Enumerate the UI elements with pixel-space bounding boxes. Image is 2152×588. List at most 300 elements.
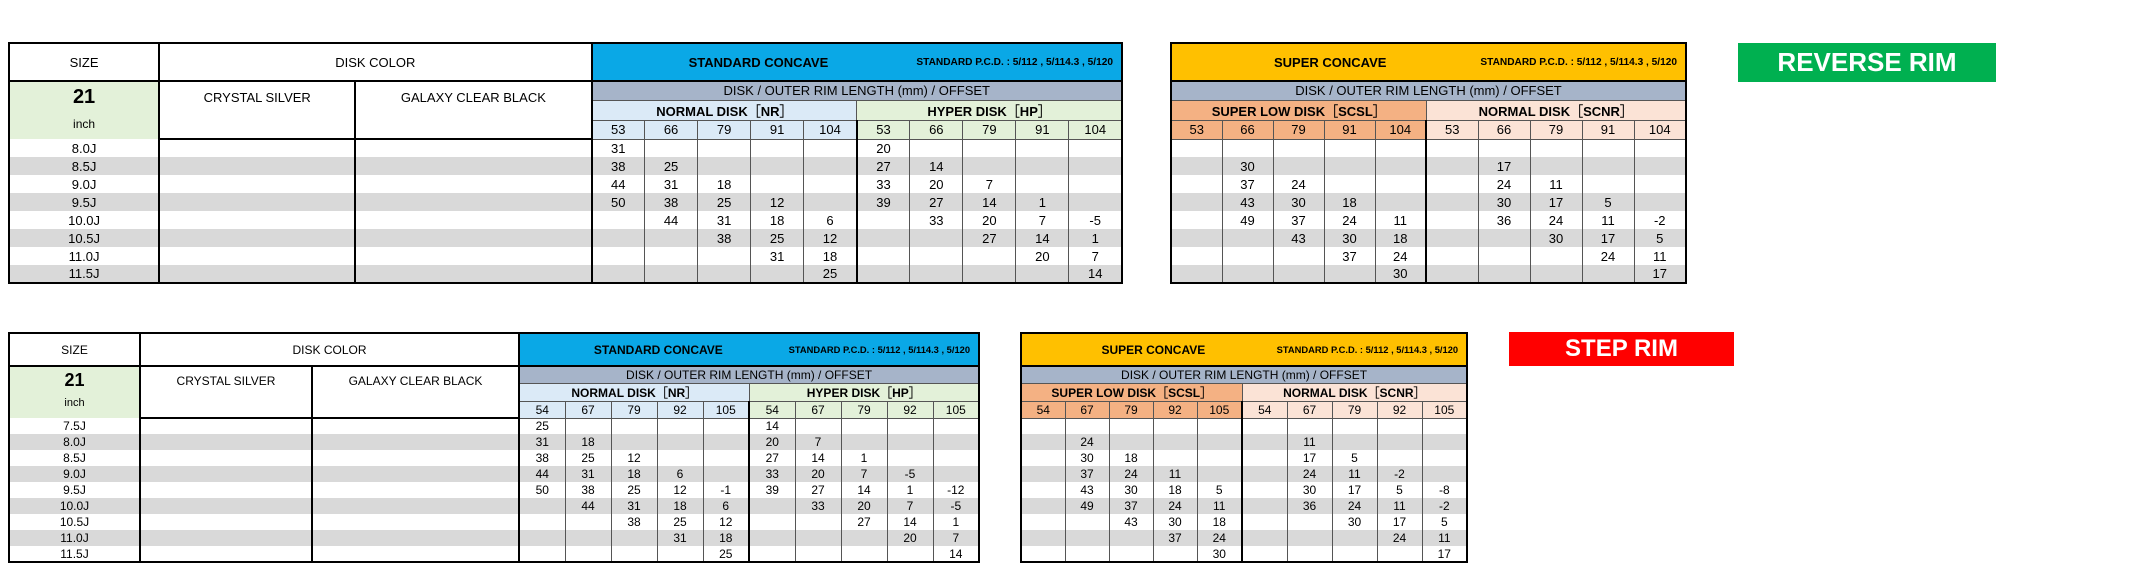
scnr-offset-cell: 24 bbox=[1582, 247, 1634, 265]
scnr-offset-cell: 36 bbox=[1478, 211, 1530, 229]
hp-offset-cell bbox=[857, 229, 910, 247]
table-row bbox=[9, 157, 1122, 175]
scnr-offset-cell: -2 bbox=[1422, 498, 1467, 514]
nr-offset-cell bbox=[698, 247, 751, 265]
nr-offset-cell: 12 bbox=[703, 514, 749, 530]
standard-concave-header bbox=[519, 333, 979, 366]
rim-size-cell: 9.5J bbox=[9, 482, 140, 498]
scsl-offset-cell: 43 bbox=[1222, 193, 1273, 211]
hp-offset-cell bbox=[795, 546, 841, 562]
scsl-offset-cell: 30 bbox=[1273, 193, 1324, 211]
scsl-offset-cell bbox=[1021, 434, 1065, 450]
scsl-offset-cell: 37 bbox=[1065, 466, 1109, 482]
galaxy-clear-black-cell bbox=[355, 175, 591, 193]
table-row bbox=[9, 229, 1122, 247]
nr-offset-cell: 25 bbox=[698, 193, 751, 211]
rim-size-cell: 10.5J bbox=[9, 514, 140, 530]
nr-offset-cell bbox=[645, 265, 698, 283]
galaxy-clear-black-cell bbox=[355, 139, 591, 157]
crystal-silver-cell bbox=[159, 265, 355, 283]
scnr-offset-cell: -8 bbox=[1422, 482, 1467, 498]
nr-offset-cell: 50 bbox=[519, 482, 565, 498]
step-standard-table bbox=[8, 332, 980, 563]
nr-offset-cell bbox=[645, 139, 698, 157]
scsl-offset-cell bbox=[1153, 434, 1197, 450]
scnr-offset-cell bbox=[1377, 434, 1422, 450]
scnr-offset-cell bbox=[1242, 482, 1287, 498]
nr-offset-cell bbox=[751, 175, 804, 193]
length-header-cell: 79 bbox=[963, 120, 1016, 139]
hp-offset-cell: 14 bbox=[1069, 265, 1122, 283]
nr-offset-cell: 12 bbox=[751, 193, 804, 211]
nr-offset-cell: 25 bbox=[804, 265, 857, 283]
hp-offset-cell bbox=[795, 530, 841, 546]
scsl-offset-cell bbox=[1197, 418, 1242, 434]
size-value: 21 bbox=[64, 370, 85, 390]
scnr-offset-cell bbox=[1422, 434, 1467, 450]
scsl-offset-cell: 30 bbox=[1324, 229, 1375, 247]
hyper-disk-hp-label: HYPER DISK［HP］ bbox=[857, 100, 1122, 120]
scsl-offset-cell: 18 bbox=[1197, 514, 1242, 530]
nr-offset-cell: 25 bbox=[657, 514, 703, 530]
hp-offset-cell bbox=[887, 418, 933, 434]
nr-offset-cell bbox=[565, 546, 611, 562]
galaxy-clear-black-cell bbox=[312, 418, 519, 434]
galaxy-clear-black-cell bbox=[355, 229, 591, 247]
length-header-cell: 67 bbox=[1287, 401, 1332, 418]
scsl-offset-cell: 30 bbox=[1153, 514, 1197, 530]
hp-offset-cell: -5 bbox=[887, 466, 933, 482]
hp-offset-cell bbox=[841, 530, 887, 546]
table-row bbox=[1171, 157, 1686, 175]
galaxy-clear-black-cell bbox=[355, 247, 591, 265]
length-header-cell: 104 bbox=[804, 120, 857, 139]
scsl-offset-cell bbox=[1153, 546, 1197, 562]
table-row bbox=[9, 434, 979, 450]
normal-disk-nr-label: NORMAL DISK［NR］ bbox=[519, 383, 749, 401]
scsl-offset-cell bbox=[1021, 498, 1065, 514]
nr-offset-cell: 6 bbox=[804, 211, 857, 229]
galaxy-clear-black-cell bbox=[312, 530, 519, 546]
hp-offset-cell: 14 bbox=[749, 418, 795, 434]
hp-offset-cell: 20 bbox=[963, 211, 1016, 229]
scsl-offset-cell: 24 bbox=[1197, 530, 1242, 546]
length-header-cell: 92 bbox=[1153, 401, 1197, 418]
scnr-offset-cell: 30 bbox=[1530, 229, 1582, 247]
table-row bbox=[9, 211, 1122, 229]
scsl-offset-cell: 37 bbox=[1153, 530, 1197, 546]
hp-offset-cell: 7 bbox=[841, 466, 887, 482]
hp-offset-cell: 39 bbox=[857, 193, 910, 211]
reverse-rim-banner: REVERSE RIM bbox=[1738, 43, 1996, 82]
scnr-offset-cell bbox=[1332, 530, 1377, 546]
nr-offset-cell bbox=[804, 175, 857, 193]
hp-offset-cell: -5 bbox=[1069, 211, 1122, 229]
scnr-offset-cell: 5 bbox=[1422, 514, 1467, 530]
scnr-offset-cell bbox=[1634, 175, 1686, 193]
nr-offset-cell: 18 bbox=[698, 175, 751, 193]
scsl-offset-cell bbox=[1021, 482, 1065, 498]
scnr-offset-cell: 17 bbox=[1422, 546, 1467, 562]
nr-offset-cell: 25 bbox=[565, 450, 611, 466]
scsl-offset-cell bbox=[1065, 530, 1109, 546]
length-header-cell: 79 bbox=[698, 120, 751, 139]
crystal-silver-cell bbox=[159, 157, 355, 175]
scsl-offset-cell: 37 bbox=[1324, 247, 1375, 265]
table-row bbox=[9, 450, 979, 466]
table-row bbox=[9, 139, 1122, 157]
galaxy-clear-black-cell bbox=[355, 193, 591, 211]
table-row bbox=[1171, 175, 1686, 193]
table-row bbox=[1171, 193, 1686, 211]
length-header-cell: 92 bbox=[1377, 401, 1422, 418]
scsl-offset-cell bbox=[1109, 418, 1153, 434]
nr-offset-cell: 31 bbox=[611, 498, 657, 514]
length-header-cell: 104 bbox=[1634, 120, 1686, 139]
scnr-offset-cell bbox=[1242, 418, 1287, 434]
scnr-offset-cell: -2 bbox=[1634, 211, 1686, 229]
scnr-offset-cell: 24 bbox=[1332, 498, 1377, 514]
nr-offset-cell bbox=[519, 514, 565, 530]
scsl-offset-cell: 18 bbox=[1109, 450, 1153, 466]
rim-size-cell: 10.0J bbox=[9, 211, 159, 229]
nr-offset-cell bbox=[565, 514, 611, 530]
hp-offset-cell bbox=[1016, 175, 1069, 193]
rim-size-cell: 8.5J bbox=[9, 450, 140, 466]
scnr-offset-cell bbox=[1530, 157, 1582, 175]
nr-offset-cell: 12 bbox=[804, 229, 857, 247]
scsl-offset-cell: 49 bbox=[1222, 211, 1273, 229]
scsl-offset-cell bbox=[1109, 530, 1153, 546]
scnr-offset-cell bbox=[1422, 418, 1467, 434]
scsl-offset-cell: 5 bbox=[1197, 482, 1242, 498]
hp-offset-cell bbox=[910, 229, 963, 247]
length-header-cell: 53 bbox=[1171, 120, 1222, 139]
scnr-offset-cell bbox=[1332, 418, 1377, 434]
hp-offset-cell bbox=[749, 530, 795, 546]
scsl-offset-cell bbox=[1171, 139, 1222, 157]
nr-offset-cell: 38 bbox=[698, 229, 751, 247]
crystal-silver-cell bbox=[159, 139, 355, 157]
scsl-offset-cell bbox=[1273, 139, 1324, 157]
nr-offset-cell bbox=[519, 546, 565, 562]
rim-size-cell: 10.0J bbox=[9, 498, 140, 514]
length-header-cell: 67 bbox=[565, 401, 611, 418]
hp-offset-cell: 33 bbox=[795, 498, 841, 514]
nr-offset-cell: 31 bbox=[645, 175, 698, 193]
scnr-offset-cell: 36 bbox=[1287, 498, 1332, 514]
rim-size-cell: 8.0J bbox=[9, 434, 140, 450]
galaxy-clear-black-cell bbox=[312, 450, 519, 466]
hp-offset-cell bbox=[887, 450, 933, 466]
scnr-offset-cell bbox=[1377, 418, 1422, 434]
scnr-offset-cell: 5 bbox=[1582, 193, 1634, 211]
scnr-offset-cell: 17 bbox=[1478, 157, 1530, 175]
length-offset-label: DISK / OUTER RIM LENGTH (mm) / OFFSET bbox=[1021, 366, 1467, 383]
scsl-offset-cell: 24 bbox=[1153, 498, 1197, 514]
table-row bbox=[9, 482, 979, 498]
length-header-cell: 91 bbox=[751, 120, 804, 139]
rim-size-cell: 11.0J bbox=[9, 247, 159, 265]
nr-offset-cell: 44 bbox=[519, 466, 565, 482]
scnr-offset-cell: 30 bbox=[1478, 193, 1530, 211]
length-header-cell: 105 bbox=[933, 401, 979, 418]
length-offset-label: DISK / OUTER RIM LENGTH (mm) / OFFSET bbox=[592, 81, 1123, 100]
hp-offset-cell bbox=[933, 466, 979, 482]
table-row bbox=[1021, 466, 1467, 482]
nr-offset-cell: 18 bbox=[751, 211, 804, 229]
scsl-offset-cell bbox=[1021, 514, 1065, 530]
nr-offset-cell: 12 bbox=[611, 450, 657, 466]
scsl-offset-cell: 24 bbox=[1375, 247, 1426, 265]
scsl-offset-cell bbox=[1197, 450, 1242, 466]
normal-disk-scnr-label: NORMAL DISK［SCNR］ bbox=[1242, 383, 1467, 401]
length-header-cell: 92 bbox=[887, 401, 933, 418]
hp-offset-cell bbox=[933, 434, 979, 450]
table-row bbox=[1171, 265, 1686, 283]
nr-offset-cell: 38 bbox=[519, 450, 565, 466]
scnr-offset-cell: 17 bbox=[1332, 482, 1377, 498]
scsl-offset-cell bbox=[1021, 466, 1065, 482]
nr-offset-cell: 44 bbox=[565, 498, 611, 514]
galaxy-clear-black-cell bbox=[312, 482, 519, 498]
nr-offset-cell: 44 bbox=[592, 175, 645, 193]
normal-disk-nr-label: NORMAL DISK［NR］ bbox=[592, 100, 857, 120]
size-unit: inch bbox=[73, 117, 96, 131]
scnr-offset-cell bbox=[1582, 139, 1634, 157]
scsl-offset-cell bbox=[1222, 139, 1273, 157]
rim-size-cell: 8.0J bbox=[9, 139, 159, 157]
step-super-table bbox=[1020, 332, 1468, 563]
table-row bbox=[9, 530, 979, 546]
nr-offset-cell bbox=[657, 450, 703, 466]
hp-offset-cell bbox=[857, 265, 910, 283]
nr-offset-cell: 38 bbox=[592, 157, 645, 175]
table-row bbox=[1171, 247, 1686, 265]
super-pcd: STANDARD P.C.D. : 5/112 , 5/114.3 , 5/120 bbox=[1480, 56, 1678, 68]
crystal-silver-cell bbox=[159, 229, 355, 247]
scsl-offset-cell bbox=[1153, 450, 1197, 466]
scsl-offset-cell: 24 bbox=[1065, 434, 1109, 450]
hp-offset-cell bbox=[910, 139, 963, 157]
scsl-offset-cell bbox=[1171, 229, 1222, 247]
nr-offset-cell bbox=[565, 530, 611, 546]
scnr-offset-cell bbox=[1287, 530, 1332, 546]
table-row bbox=[1171, 139, 1686, 157]
length-header-cell: 104 bbox=[1375, 120, 1426, 139]
size-value-cell bbox=[9, 366, 140, 418]
nr-offset-cell: 6 bbox=[657, 466, 703, 482]
scnr-offset-cell bbox=[1530, 139, 1582, 157]
rim-size-cell: 9.0J bbox=[9, 175, 159, 193]
hp-offset-cell: -5 bbox=[933, 498, 979, 514]
hp-offset-cell bbox=[910, 247, 963, 265]
scnr-offset-cell bbox=[1287, 418, 1332, 434]
scnr-offset-cell: 17 bbox=[1287, 450, 1332, 466]
rim-size-cell: 7.5J bbox=[9, 418, 140, 434]
super-concave-title: SUPER CONCAVE bbox=[1273, 54, 1387, 70]
nr-offset-cell: 38 bbox=[611, 514, 657, 530]
nr-offset-cell bbox=[592, 211, 645, 229]
crystal-silver-cell bbox=[140, 450, 312, 466]
scnr-offset-cell: 17 bbox=[1634, 265, 1686, 283]
scsl-offset-cell bbox=[1324, 139, 1375, 157]
crystal-silver-cell bbox=[140, 546, 312, 562]
nr-offset-cell bbox=[703, 418, 749, 434]
scsl-offset-cell: 30 bbox=[1065, 450, 1109, 466]
rim-size-cell: 10.5J bbox=[9, 229, 159, 247]
crystal-silver-cell bbox=[140, 530, 312, 546]
nr-offset-cell: 31 bbox=[519, 434, 565, 450]
size-header: SIZE bbox=[9, 333, 140, 366]
scsl-offset-cell bbox=[1021, 450, 1065, 466]
scsl-offset-cell bbox=[1171, 193, 1222, 211]
scsl-offset-cell: 30 bbox=[1197, 546, 1242, 562]
color-galaxy-clear-black: GALAXY CLEAR BLACK bbox=[355, 81, 591, 139]
nr-offset-cell: 38 bbox=[565, 482, 611, 498]
scsl-offset-cell bbox=[1021, 418, 1065, 434]
scnr-offset-cell: 30 bbox=[1287, 482, 1332, 498]
scnr-offset-cell bbox=[1530, 247, 1582, 265]
nr-offset-cell bbox=[611, 546, 657, 562]
nr-offset-cell: 25 bbox=[703, 546, 749, 562]
table-row bbox=[1021, 514, 1467, 530]
reverse-standard-table bbox=[8, 42, 1123, 284]
scsl-offset-cell: 18 bbox=[1375, 229, 1426, 247]
scsl-offset-cell bbox=[1222, 265, 1273, 283]
scsl-offset-cell bbox=[1171, 211, 1222, 229]
hp-offset-cell bbox=[1069, 157, 1122, 175]
scsl-offset-cell bbox=[1324, 175, 1375, 193]
scsl-offset-cell: 43 bbox=[1065, 482, 1109, 498]
nr-offset-cell: 31 bbox=[698, 211, 751, 229]
scnr-offset-cell bbox=[1478, 139, 1530, 157]
scnr-offset-cell bbox=[1426, 175, 1478, 193]
hp-offset-cell: -12 bbox=[933, 482, 979, 498]
hp-offset-cell bbox=[933, 418, 979, 434]
nr-offset-cell bbox=[611, 530, 657, 546]
hp-offset-cell: 20 bbox=[887, 530, 933, 546]
scsl-offset-cell bbox=[1273, 265, 1324, 283]
galaxy-clear-black-cell bbox=[312, 498, 519, 514]
scnr-offset-cell bbox=[1332, 434, 1377, 450]
length-header-cell: 91 bbox=[1324, 120, 1375, 139]
table-row bbox=[1171, 211, 1686, 229]
nr-offset-cell bbox=[804, 157, 857, 175]
scsl-offset-cell bbox=[1109, 546, 1153, 562]
nr-offset-cell bbox=[657, 434, 703, 450]
hp-offset-cell: 39 bbox=[749, 482, 795, 498]
step-rim-banner: STEP RIM bbox=[1509, 332, 1734, 366]
length-header-cell: 79 bbox=[1109, 401, 1153, 418]
nr-offset-cell: 38 bbox=[645, 193, 698, 211]
length-header-cell: 66 bbox=[645, 120, 698, 139]
hp-offset-cell bbox=[963, 265, 1016, 283]
nr-offset-cell bbox=[611, 434, 657, 450]
nr-offset-cell: 18 bbox=[565, 434, 611, 450]
scsl-offset-cell bbox=[1021, 530, 1065, 546]
nr-offset-cell: 18 bbox=[804, 247, 857, 265]
nr-offset-cell bbox=[611, 418, 657, 434]
scsl-offset-cell bbox=[1375, 139, 1426, 157]
rim-size-cell: 8.5J bbox=[9, 157, 159, 175]
scsl-offset-cell: 18 bbox=[1324, 193, 1375, 211]
crystal-silver-cell bbox=[140, 482, 312, 498]
nr-offset-cell bbox=[592, 229, 645, 247]
nr-offset-cell bbox=[804, 139, 857, 157]
hp-offset-cell bbox=[795, 514, 841, 530]
hp-offset-cell: 14 bbox=[795, 450, 841, 466]
nr-offset-cell bbox=[751, 139, 804, 157]
nr-offset-cell bbox=[698, 265, 751, 283]
color-crystal-silver: CRYSTAL SILVER bbox=[159, 81, 355, 139]
rim-size-cell: 11.5J bbox=[9, 265, 159, 283]
length-header-cell: 91 bbox=[1016, 120, 1069, 139]
hp-offset-cell: 33 bbox=[910, 211, 963, 229]
size-unit: inch bbox=[64, 397, 85, 409]
scnr-offset-cell: 11 bbox=[1422, 530, 1467, 546]
nr-offset-cell bbox=[698, 139, 751, 157]
scnr-offset-cell bbox=[1242, 530, 1287, 546]
hp-offset-cell: 1 bbox=[933, 514, 979, 530]
hp-offset-cell bbox=[1016, 265, 1069, 283]
length-header-cell: 66 bbox=[910, 120, 963, 139]
hp-offset-cell: 7 bbox=[1069, 247, 1122, 265]
scsl-offset-cell: 24 bbox=[1109, 466, 1153, 482]
rim-size-cell: 9.0J bbox=[9, 466, 140, 482]
nr-offset-cell bbox=[592, 265, 645, 283]
hp-offset-cell: 14 bbox=[910, 157, 963, 175]
scsl-offset-cell: 24 bbox=[1324, 211, 1375, 229]
length-header-cell: 92 bbox=[657, 401, 703, 418]
scnr-offset-cell: 11 bbox=[1377, 498, 1422, 514]
table-row bbox=[1021, 498, 1467, 514]
nr-offset-cell: 25 bbox=[519, 418, 565, 434]
nr-offset-cell bbox=[645, 247, 698, 265]
nr-offset-cell: 25 bbox=[751, 229, 804, 247]
scnr-offset-cell bbox=[1582, 265, 1634, 283]
hp-offset-cell: 27 bbox=[749, 450, 795, 466]
hp-offset-cell: 7 bbox=[963, 175, 1016, 193]
scnr-offset-cell: 24 bbox=[1530, 211, 1582, 229]
crystal-silver-cell bbox=[140, 466, 312, 482]
scnr-offset-cell: -2 bbox=[1377, 466, 1422, 482]
scsl-offset-cell: 37 bbox=[1222, 175, 1273, 193]
rim-size-cell: 11.0J bbox=[9, 530, 140, 546]
scnr-offset-cell bbox=[1332, 546, 1377, 562]
scsl-offset-cell bbox=[1324, 157, 1375, 175]
crystal-silver-cell bbox=[159, 211, 355, 229]
nr-offset-cell bbox=[698, 157, 751, 175]
hp-offset-cell: 14 bbox=[963, 193, 1016, 211]
length-header-cell: 66 bbox=[1478, 120, 1530, 139]
crystal-silver-cell bbox=[140, 434, 312, 450]
nr-offset-cell: -1 bbox=[703, 482, 749, 498]
scsl-offset-cell: 43 bbox=[1273, 229, 1324, 247]
table-row bbox=[9, 418, 979, 434]
hp-offset-cell: 20 bbox=[857, 139, 910, 157]
color-crystal-silver: CRYSTAL SILVER bbox=[140, 366, 312, 418]
length-offset-label: DISK / OUTER RIM LENGTH (mm) / OFFSET bbox=[1171, 81, 1686, 100]
hp-offset-cell: 1 bbox=[841, 450, 887, 466]
scnr-offset-cell: 17 bbox=[1530, 193, 1582, 211]
table-row bbox=[9, 247, 1122, 265]
super-concave-header bbox=[1171, 43, 1686, 81]
scnr-offset-cell: 11 bbox=[1287, 434, 1332, 450]
super-low-disk-scsl-label: SUPER LOW DISK［SCSL］ bbox=[1021, 383, 1242, 401]
scnr-offset-cell: 11 bbox=[1332, 466, 1377, 482]
table-row bbox=[1021, 546, 1467, 562]
